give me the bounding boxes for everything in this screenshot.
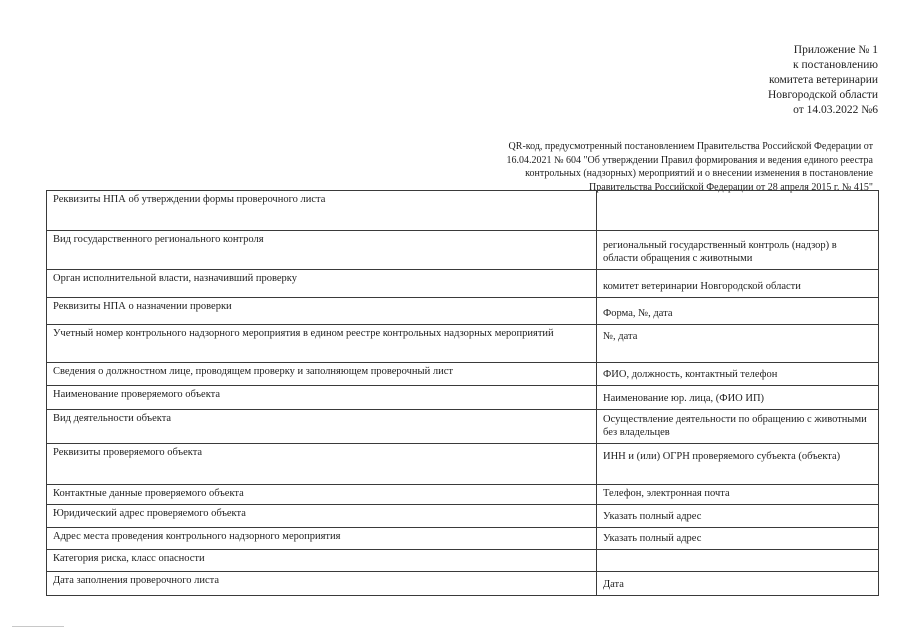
qr-note-line: Правительства Российской Федерации от 28 апреля 2015 г. № 415" (589, 181, 873, 193)
row-value: Наименование юр. лица, (ФИО ИП) (597, 386, 879, 410)
scan-edge-mark (12, 626, 64, 627)
table-row (47, 191, 879, 231)
row-label: Адрес места проведения контрольного надзорного мероприятия (47, 528, 597, 550)
table-row (47, 550, 879, 572)
row-label: Орган исполнительной власти, назначивший проверку (47, 270, 597, 298)
row-value: Форма, №, дата (597, 298, 879, 325)
table-row (47, 505, 879, 528)
qr-note-line: QR-код, предусмотренный постановлением Правительства Российской Федерации от (508, 141, 873, 152)
table-row (47, 410, 879, 444)
appendix-line: Новгородской области (767, 89, 878, 101)
row-value: региональный государственный контроль (надзор) в области обращения с животными (597, 231, 879, 270)
qr-note-line: контрольных (надзорных) мероприятий и о внесении изменения в постановление (525, 168, 873, 179)
row-value (597, 550, 879, 572)
row-label: Наименование проверяемого объекта (47, 386, 597, 410)
row-label: Дата заполнения проверочного листа (47, 572, 597, 596)
row-label: Вид деятельности объекта (47, 410, 597, 444)
row-label: Реквизиты НПА о назначении проверки (47, 298, 597, 325)
table-row (47, 363, 879, 386)
row-label: Сведения о должностном лице, проводящем проверку и заполняющем проверочный лист (47, 363, 597, 386)
row-value: Телефон, электронная почта (597, 485, 879, 505)
appendix-line: к постановлению (793, 59, 878, 71)
table-row (47, 444, 879, 485)
row-label: Контактные данные проверяемого объекта (47, 485, 597, 505)
qr-code-note (453, 140, 873, 194)
row-value: №, дата (597, 325, 879, 363)
table-row (47, 386, 879, 410)
appendix-header (768, 43, 878, 118)
row-label: Юридический адрес проверяемого объекта (47, 505, 597, 528)
table-row (47, 528, 879, 550)
row-value: комитет ветеринарии Новгородской области (597, 270, 879, 298)
appendix-line: комитета ветеринарии (768, 74, 878, 86)
inspection-form-table (46, 190, 879, 596)
qr-note-line: 16.04.2021 № 604 "Об утверждении Правил формирования и ведения единого реестра (506, 154, 873, 166)
row-value (597, 191, 879, 231)
table-row (47, 231, 879, 270)
row-label: Реквизиты НПА об утверждении формы проверочного листа (47, 191, 597, 231)
row-label: Категория риска, класс опасности (47, 550, 597, 572)
row-label: Реквизиты проверяемого объекта (47, 444, 597, 485)
table-row (47, 270, 879, 298)
table-row (47, 572, 879, 596)
row-label: Вид государственного регионального контроля (47, 231, 597, 270)
table-row (47, 325, 879, 363)
row-value: ФИО, должность, контактный телефон (597, 363, 879, 386)
row-value: Указать полный адрес (597, 528, 879, 550)
row-value: Дата (597, 572, 879, 596)
row-value: ИНН и (или) ОГРН проверяемого субъекта (объекта) (597, 444, 879, 485)
row-value: Указать полный адрес (597, 505, 879, 528)
row-label: Учетный номер контрольного надзорного мероприятия в едином реестре контрольных надзорных мероприятий (47, 325, 597, 363)
row-value: Осуществление деятельности по обращению с животными без владельцев (597, 410, 879, 444)
table-row (47, 298, 879, 325)
appendix-line: Приложение № 1 (793, 44, 878, 56)
appendix-line: от 14.03.2022 №6 (793, 104, 878, 116)
table-row (47, 485, 879, 505)
